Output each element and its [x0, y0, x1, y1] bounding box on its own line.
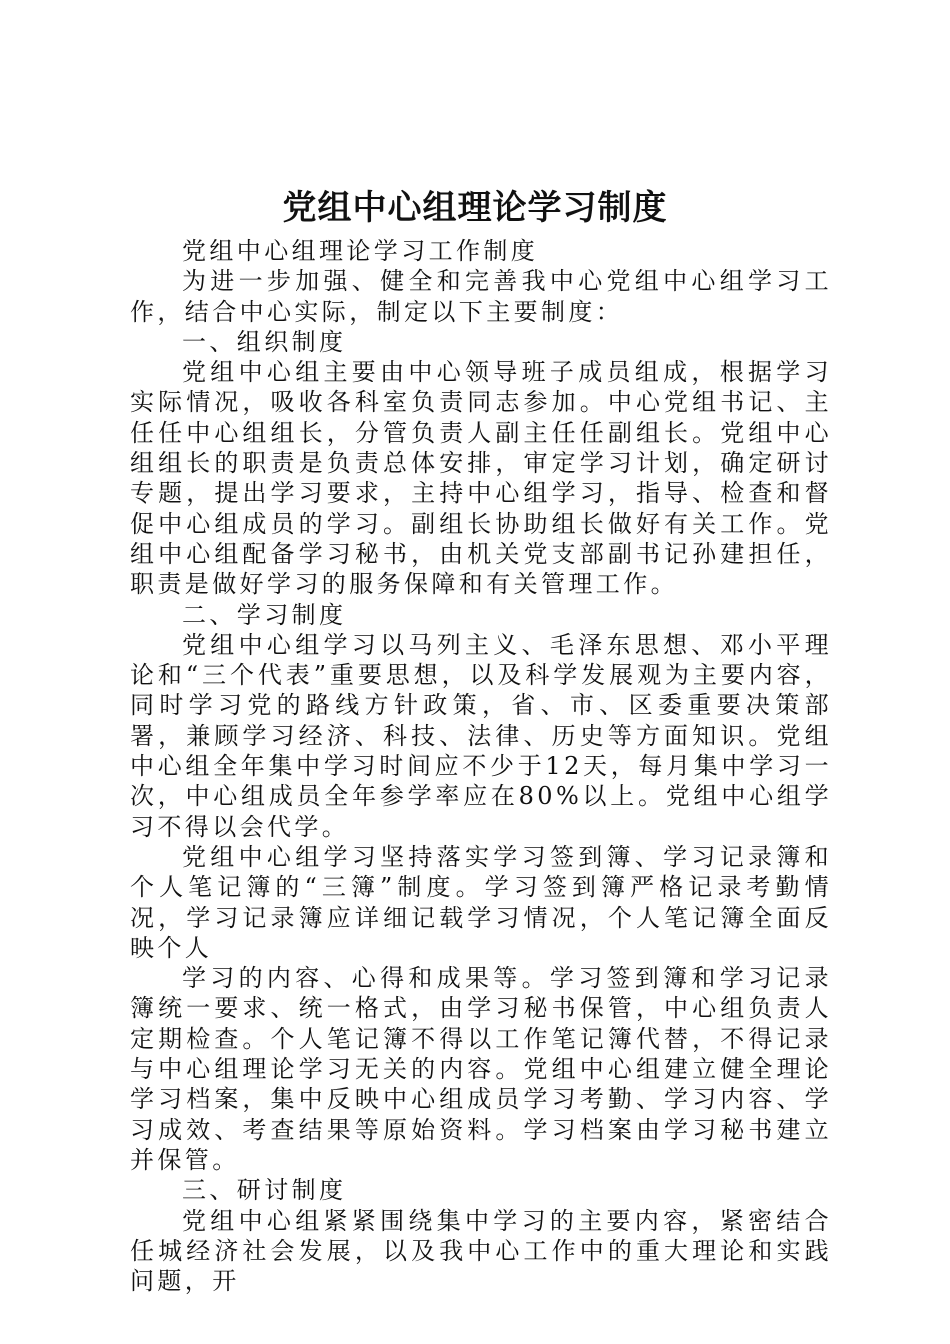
organization-paragraph: 党组中心组主要由中心领导班子成员组成，根据学习实际情况，吸收各科室负责同志参加。中心党组书记、主任任中心组组长，分管负责人副主任任副组长。党组中心组组长的职责是负责总体安排，审定学习计划，确定研讨专题，提出学习要求，主持中心组学习，指导、检查和督促中心组成员的学习。副组长协助组长做好有关工作。党组中心组配备学习秘书，由机关党支部副书记孙建担任，职责是做好学习的服务保障和有关管理工作。 — [130, 358, 832, 599]
document-title: 党组中心组理论学习制度 — [282, 188, 668, 228]
three-books-paragraph: 党组中心组学习坚持落实学习签到簿、学习记录簿和个人笔记簿的“三簿”制度。学习签到簿严格记录考勤情况，学习记录簿应详细记载学习情况，个人笔记簿全面反映个人 — [130, 842, 832, 962]
study-content-paragraph: 党组中心组学习以马列主义、毛泽东思想、邓小平理论和“三个代表”重要思想，以及科学发展观为主要内容，同时学习党的路线方针政策，省、市、区委重要决策部署，兼顾学习经济、科技、法律、历史等方面知识。党组中心组全年集中学习时间应不少于12天，每月集中学习一次，中心组成员全年参学率应在80%以上。党组中心组学习不得以会代学。 — [130, 630, 832, 841]
records-paragraph: 学习的内容、心得和成果等。学习签到簿和学习记录簿统一要求、统一格式，由学习秘书保管，中心组负责人定期检查。个人笔记簿不得以工作笔记簿代替，不得记录与中心组理论学习无关的内容。党组中心组建立健全理论学习档案，集中反映中心组成员学习考勤、学习内容、学习成效、考查结果等原始资料。学习档案由学习秘书建立并保管。 — [130, 964, 832, 1174]
section-heading-organization: 一、组织制度 — [182, 327, 347, 356]
discussion-paragraph: 党组中心组紧紧围绕集中学习的主要内容，紧密结合任城经济社会发展，以及我中心工作中的重大理论和实践问题，开 — [130, 1206, 832, 1296]
section-heading-discussion: 三、研讨制度 — [182, 1176, 347, 1205]
intro-paragraph: 为进一步加强、健全和完善我中心党组中心组学习工作，结合中心实际，制定以下主要制度： — [130, 267, 832, 326]
section-heading-study: 二、学习制度 — [182, 600, 347, 629]
document-body — [130, 236, 832, 1296]
subtitle-paragraph: 党组中心组理论学习工作制度 — [182, 237, 539, 265]
